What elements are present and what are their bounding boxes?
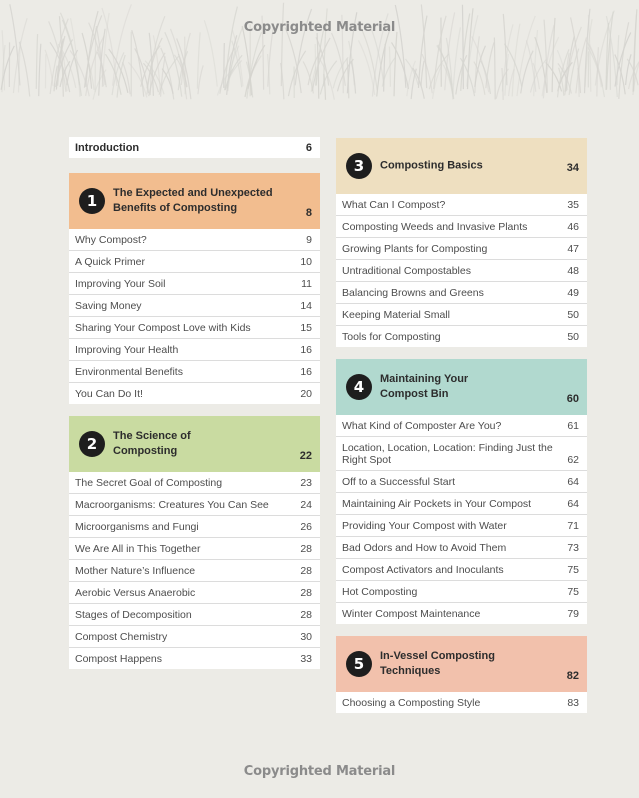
toc-entry[interactable] [336,515,587,537]
toc-entry-title: Maintaining Air Pockets in Your Compost [342,498,532,510]
toc-entry-title: Macroorganisms: Creatures You Can See [75,499,269,511]
toc-entry[interactable] [336,692,587,713]
toc-entry[interactable] [336,260,587,282]
section-5-header[interactable] [336,636,587,692]
toc-entry-title: Hot Composting [342,586,418,598]
toc-entry[interactable] [336,216,587,238]
toc-entry-title: Winter Compost Maintenance [342,608,481,620]
toc-entry[interactable] [336,238,587,260]
toc-entry-page: 71 [567,520,579,532]
toc-entry-title: Mother Nature’s Influence [75,565,196,577]
toc-entry-page: 16 [300,344,312,356]
section-3-number-badge: 3 [346,153,372,179]
section-3 [336,138,587,347]
introduction-page: 6 [305,141,312,154]
toc-entry[interactable] [69,494,320,516]
toc-entry-title: Bad Odors and How to Avoid Them [342,542,507,554]
section-1-number-badge: 1 [79,188,105,214]
toc-entry-page: 30 [300,631,312,643]
toc-entry-page: 35 [567,199,579,211]
section-4-title: Maintaining Your Compost Bin [380,373,469,400]
watermark-top: Copyrighted Material [243,20,396,35]
toc-entry-title: The Secret Goal of Composting [75,477,223,489]
toc-entry-title: Balancing Browns and Greens [342,287,484,299]
toc-entry-title: Improving Your Soil [75,278,166,290]
section-3-items [336,194,587,347]
section-5-page: 82 [566,670,579,682]
toc-entry-page: 73 [567,542,579,554]
toc-entry-page: 79 [567,608,579,620]
toc-entry-page: 49 [567,287,579,299]
toc-entry[interactable] [69,626,320,648]
toc-entry-title: What Can I Compost? [342,199,446,211]
toc-entry-title: What Kind of Composter Are You? [342,420,502,432]
section-2-number-badge: 2 [79,431,105,457]
toc-entry-page: 14 [300,300,312,312]
section-2-header[interactable] [69,416,320,472]
toc-entry-page: 28 [300,543,312,555]
toc-entry-title: Microorganisms and Fungi [75,521,199,533]
grass-header-illustration [0,0,639,100]
toc-entry[interactable] [69,251,320,273]
toc-entry[interactable] [69,560,320,582]
toc-entry[interactable] [69,295,320,317]
toc-entry[interactable] [69,648,320,669]
toc-left-column [69,137,320,681]
toc-entry-page: 62 [567,454,579,466]
toc-entry-page: 75 [567,586,579,598]
toc-entry[interactable] [69,317,320,339]
section-4-items [336,415,587,624]
toc-right-column [336,138,587,725]
toc-entry-page: 50 [567,331,579,343]
section-4 [336,359,587,624]
toc-entry-title: Environmental Benefits [75,366,183,378]
watermark-bottom: Copyrighted Material [243,764,396,779]
toc-entry-page: 26 [300,521,312,533]
toc-entry[interactable] [336,581,587,603]
toc-entry-title: Sharing Your Compost Love with Kids [75,322,251,334]
toc-entry-title: Composting Weeds and Invasive Plants [342,221,528,233]
toc-entry-page: 20 [300,388,312,400]
toc-entry[interactable] [336,304,587,326]
toc-entry-title: Saving Money [75,300,142,312]
toc-entry-title: You Can Do It! [75,388,143,400]
toc-entry[interactable] [69,229,320,251]
toc-entry[interactable] [69,604,320,626]
toc-entry[interactable] [69,361,320,383]
section-5-title: In-Vessel Composting Techniques [380,650,495,677]
toc-entry[interactable] [69,472,320,494]
section-4-header[interactable] [336,359,587,415]
toc-entry-page: 28 [300,587,312,599]
section-5 [336,636,587,713]
toc-entry[interactable] [336,559,587,581]
toc-entry-title: Compost Happens [75,653,162,665]
toc-entry-page: 47 [567,243,579,255]
toc-entry-title: Improving Your Health [75,344,179,356]
toc-entry[interactable] [69,516,320,538]
section-1-items [69,229,320,404]
toc-entry-title: We Are All in This Together [75,543,201,555]
toc-entry-page: 46 [567,221,579,233]
toc-entry-page: 33 [300,653,312,665]
section-3-title: Composting Basics [380,159,483,172]
toc-entry[interactable] [336,437,587,471]
toc-entry-page: 11 [301,278,312,290]
toc-entry-page: 10 [300,256,312,268]
toc-entry-page: 64 [567,498,579,510]
toc-entry-title: Location, Location, Location: Finding Just the Right Spot [342,442,553,466]
toc-entry-title: Keeping Material Small [342,309,450,321]
toc-entry-title: Compost Chemistry [75,631,168,643]
toc-entry-page: 28 [300,565,312,577]
toc-entry[interactable] [336,603,587,624]
toc-entry-title: Aerobic Versus Anaerobic [75,587,196,599]
toc-entry-page: 48 [567,265,579,277]
section-3-page: 34 [566,162,579,174]
toc-entry[interactable] [336,471,587,493]
toc-entry-page: 24 [300,499,312,511]
section-5-items [336,692,587,713]
toc-entry[interactable] [336,415,587,437]
toc-entry-title: Choosing a Composting Style [342,697,481,709]
section-2-page: 22 [299,450,312,462]
toc-entry-title: A Quick Primer [75,256,146,268]
toc-entry-page: 50 [567,309,579,321]
toc-entry[interactable] [69,582,320,604]
toc-entry-title: Why Compost? [75,234,147,246]
toc-entry-page: 64 [567,476,579,488]
toc-introduction[interactable] [69,137,320,158]
section-2 [69,416,320,669]
toc-entry[interactable] [69,273,320,295]
section-1-header[interactable] [69,173,320,229]
toc-entry-title: Untraditional Compostables [342,265,471,277]
section-5-number-badge: 5 [346,651,372,677]
toc-entry-page: 61 [567,420,579,432]
toc-entry[interactable] [336,194,587,216]
toc-entry-page: 28 [300,609,312,621]
section-2-items [69,472,320,669]
section-1 [69,173,320,404]
toc-entry-page: 75 [567,564,579,576]
toc-entry-page: 83 [567,697,579,709]
introduction-title: Introduction [75,141,140,154]
toc-entry[interactable] [69,339,320,361]
section-1-page: 8 [305,207,312,219]
toc-entry-title: Growing Plants for Composting [342,243,488,255]
toc-entry-page: 15 [300,322,312,334]
toc-entry[interactable] [336,326,587,347]
toc-entry-page: 23 [300,477,312,489]
section-4-page: 60 [566,393,579,405]
toc-entry-page: 16 [300,366,312,378]
toc-entry-title: Off to a Successful Start [342,476,456,488]
toc-entry-title: Stages of Decomposition [75,609,192,621]
toc-entry[interactable] [69,383,320,404]
toc-entry[interactable] [336,537,587,559]
toc-entry-title: Compost Activators and Inoculants [342,564,504,576]
toc-entry[interactable] [69,538,320,560]
section-4-number-badge: 4 [346,374,372,400]
toc-entry[interactable] [336,493,587,515]
section-3-header[interactable] [336,138,587,194]
toc-entry-title: Providing Your Compost with Water [342,520,507,532]
toc-entry-title: Tools for Composting [342,331,441,343]
section-1-title: The Expected and Unexpected Benefits of Composting [113,187,273,214]
section-2-title: The Science of Composting [113,430,191,457]
toc-entry-page: 9 [306,234,312,246]
toc-entry[interactable] [336,282,587,304]
